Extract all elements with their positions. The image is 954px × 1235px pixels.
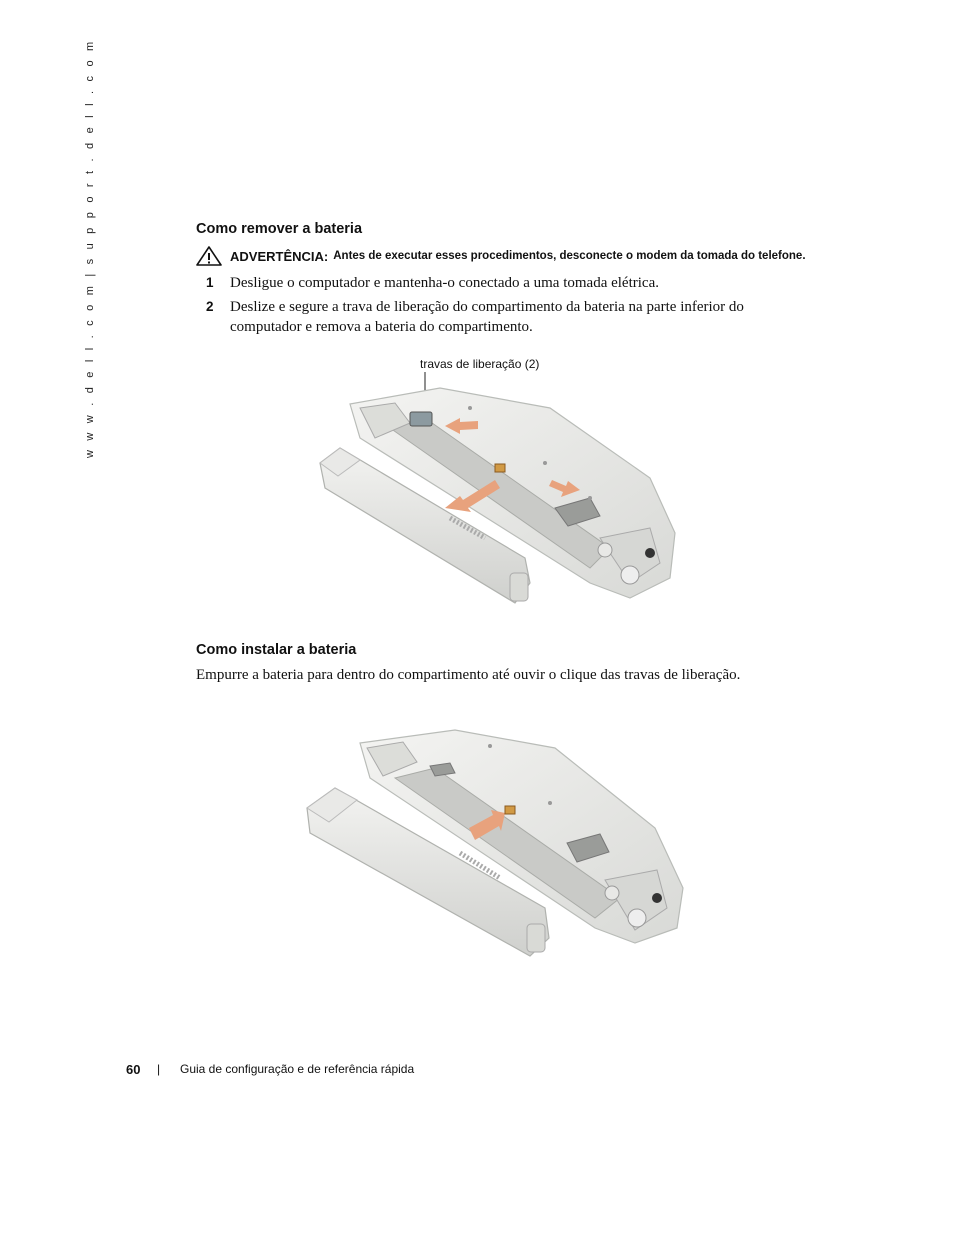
sidebar-url: w w w . d e l l . c o m | s u p p o r t . d e l l . c o m [84, 38, 96, 458]
step-text: Desligue o computador e mantenha-o conectado a uma tomada elétrica. [230, 275, 659, 291]
warning-label: ADVERTÊNCIA: [230, 248, 329, 264]
callout-label: travas de liberação (2) [420, 357, 540, 371]
install-text: Empurre a bateria para dentro do compartimento até ouvir o clique das travas de liberação. [196, 667, 741, 683]
warning-text: Antes de executar esses procedimentos, desconecte o modem da tomada do telefone. [333, 250, 806, 262]
footer-title: Guia de configuração e de referência rápida [180, 1062, 415, 1076]
footer-separator: | [157, 1062, 161, 1076]
page-number: 60 [126, 1062, 141, 1077]
warning-icon [196, 246, 222, 266]
step-text: Deslize e segure a trava de liberação do compartimento da bateria na parte inferior do computador e remova a bateria do compartimento. [230, 299, 744, 335]
release-latch [430, 763, 455, 776]
battery-install-illustration [305, 728, 695, 978]
release-latch [410, 412, 432, 426]
battery-removal-illustration [300, 368, 690, 618]
section-title-install: Como instalar a bateria [196, 642, 357, 658]
step-number: 1 [206, 275, 214, 290]
step-number: 2 [206, 299, 214, 314]
warning-notice [196, 246, 806, 266]
section-title-remove: Como remover a bateria [196, 221, 363, 237]
